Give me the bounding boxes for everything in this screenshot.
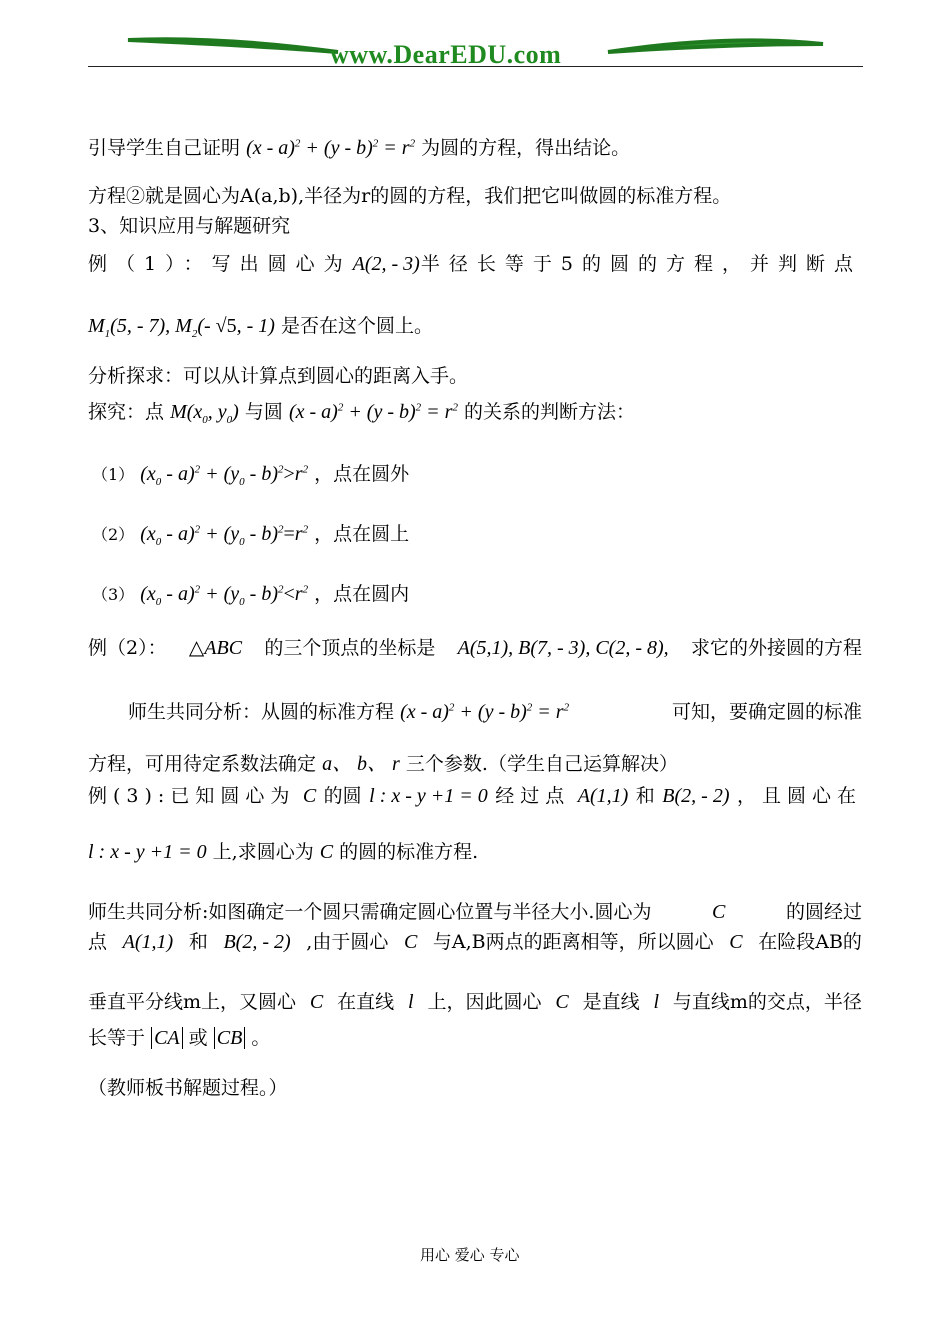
analysis-3-line: 师生共同分析:如图确定一个圆只需确定圆心位置与半径大小.圆心为 C 的圆经过 — [88, 901, 862, 923]
abs-CA: CA — [151, 1027, 183, 1049]
line-1-text-b: 为圆的方程，得出结论。 — [421, 137, 631, 159]
footer-slogan: 用心 爱心 专心 — [420, 1246, 520, 1264]
circle-equation: $(x - a)^2 + (y - b)^2 = r^2$ — [246, 137, 416, 159]
triangle-ABC: △ABC — [188, 637, 243, 659]
line-1 — [88, 134, 630, 162]
case-on: （2） $(x_0 - a)^2 + (y_0 - b)^2=r^2$ ，点在圆上 — [92, 523, 410, 548]
analysis-3-line-2: 点 A(1,1) 和 B(2, - 2) ,由于圆心 C 与A,B两点的距离相等，所以圆心 C 在险段AB的 — [88, 931, 862, 953]
triangle-vertices: A(5,1), B(7, - 3), C(2, - 8), — [457, 637, 669, 659]
center-A: A(2, - 3) — [352, 253, 420, 275]
points-line — [88, 312, 433, 340]
example-2-line: 例（2）： △ABC 的三个顶点的坐标是 A(5,1), B(7, - 3), C(2, - 8), 求它的外接圆的方程 — [88, 634, 862, 662]
analysis-line: 分析探求：可以从计算点到圆心的距离入手。 — [88, 365, 469, 387]
case-outside: （1） $(x_0 - a)^2 + (y_0 - b)^2>r^2$ ，点在圆外 — [92, 463, 410, 488]
right-swoosh — [608, 40, 823, 52]
explore-line: 探究：点 $M(x_0$, $y_0$) 与圆 $(x - a)^2 + (y - b)^2 = r^2$ 的关系的判断方法： — [88, 401, 636, 426]
abs-CB: CB — [214, 1027, 246, 1049]
points-M1-M2: $M_1(5$, - 7), $M_2(-$ √5, - 1) — [88, 315, 275, 340]
example-3-line: 例(3):已知圆心为 C 的圆 l : x - y +1 = 0 经过点 A(1,1) 和 B(2, - 2) ，且圆心在 — [88, 782, 862, 810]
analysis-3-line-3: 垂直平分线m上，又圆心 C 在直线 l 上，因此圆心 C 是直线 l 与直线m的交点，半径 — [88, 991, 862, 1013]
point-M0: $M(x_0$, $y_0$) — [170, 401, 239, 426]
case-inside: （3） $(x_0 - a)^2 + (y_0 - b)^2<r^2$ ，点在圆内 — [92, 583, 410, 608]
line-2: 方程②就是圆心为A(a,b),半径为r的圆的方程，我们把它叫做圆的标准方程。 — [88, 185, 732, 207]
example-1-text-b: 半径长等于5的圆的方程，并判断点 — [420, 253, 862, 275]
example-1-line — [88, 250, 862, 278]
radius-line: 长等于 CA 或 CB 。 — [88, 1027, 271, 1049]
teacher-note: （教师板书解题过程。） — [88, 1077, 288, 1099]
site-logo-text: www.DearEDU.com — [330, 40, 562, 69]
example-3-cont: l : x - y +1 = 0 上,求圆心为 C 的圆的标准方程. — [88, 841, 479, 863]
example-1-text-a: 例（1）：写出圆心为 — [88, 253, 352, 275]
points-text: 是否在这个圆上。 — [281, 315, 434, 337]
line-l-equation: l : x - y +1 = 0 — [369, 785, 488, 807]
params-abr: a、 b、 r — [322, 753, 400, 775]
section-heading: 3、知识应用与解题研究 — [88, 215, 291, 237]
undetermined-coefficients-line: 方程，可用待定系数法确定 a、 b、 r 三个参数.（学生自己运算解决） — [88, 753, 678, 775]
joint-analysis-line: 师生共同分析：从圆的标准方程 $(x - a)^2 + (y - b)^2 = r^2$ 可知，要确定圆的标准 — [128, 701, 862, 723]
header-rule — [88, 66, 863, 67]
left-swoosh — [128, 39, 338, 52]
line-1-text-a: 引导学生自己证明 — [88, 137, 241, 159]
circle-equation-2: $(x - a)^2 + (y - b)^2 = r^2$ — [288, 401, 458, 423]
